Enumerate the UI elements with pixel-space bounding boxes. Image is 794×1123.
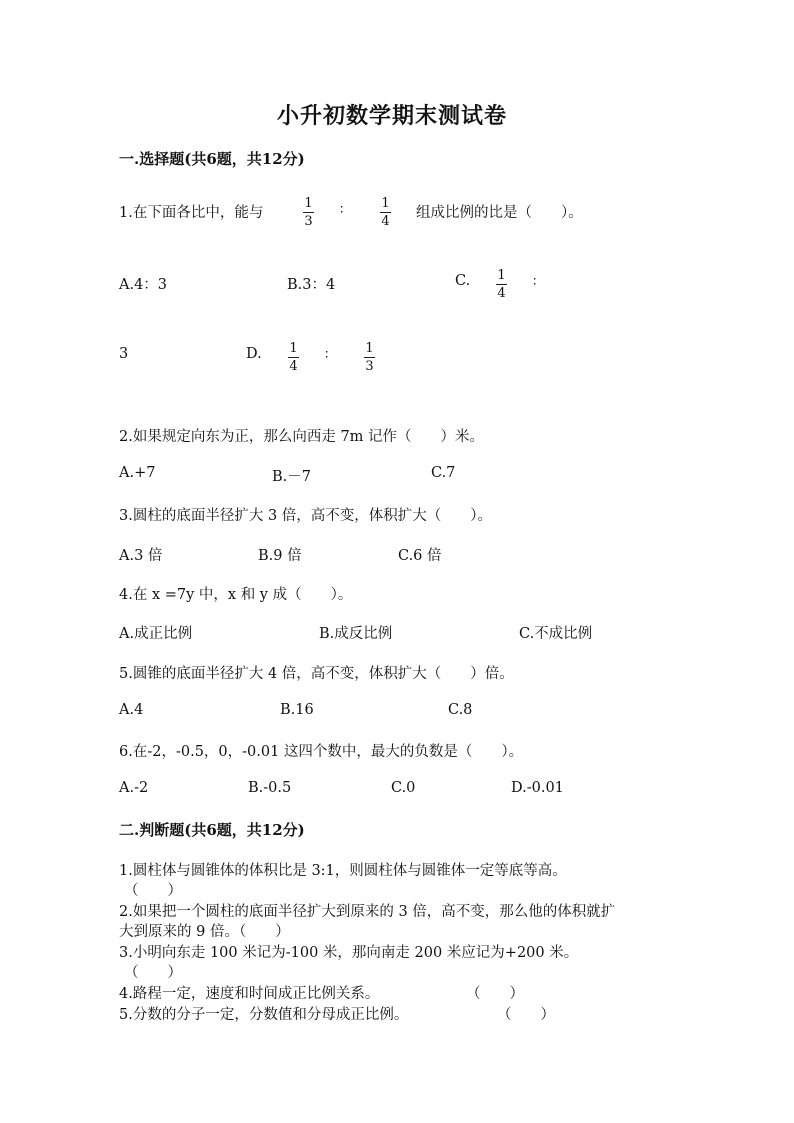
judgment-item-5: 5.分数的分子一定，分数值和分母成正比例。 xyxy=(119,1007,409,1023)
option-b[interactable]: B.-0.5 xyxy=(248,780,292,796)
option-a[interactable]: A.3 倍 xyxy=(119,548,163,564)
ratio-colon: ∶ xyxy=(533,275,537,290)
option-d-label[interactable]: D. xyxy=(246,346,262,362)
question-5: 5.圆锥的底面半径扩大 4 倍，高不变，体积扩大（ ）倍。 xyxy=(119,666,514,682)
option-b[interactable]: B.3：4 xyxy=(287,277,336,293)
question-3: 3.圆柱的底面半径扩大 3 倍，高不变，体积扩大（ ）。 xyxy=(119,508,493,524)
option-a[interactable]: A.+7 xyxy=(119,465,156,481)
option-b[interactable]: B.16 xyxy=(280,702,314,718)
fraction-bar xyxy=(496,284,507,285)
ratio-colon: ∶ xyxy=(340,203,344,218)
option-c-fraction xyxy=(496,268,507,301)
option-c-continuation: 3 xyxy=(119,346,129,362)
option-c[interactable]: C.0 xyxy=(391,780,416,796)
fraction-numerator: 1 xyxy=(365,341,374,356)
fraction-bar xyxy=(364,357,375,358)
fraction-denominator: 4 xyxy=(381,214,390,229)
question-4: 4.在 x =7y 中，x 和 y 成（ ）。 xyxy=(119,587,353,603)
option-c[interactable]: C.7 xyxy=(431,465,456,481)
question-1-fraction-b xyxy=(380,196,391,229)
fraction-denominator: 3 xyxy=(304,214,313,229)
answer-blank[interactable]: （ ） xyxy=(124,965,182,981)
fraction-denominator: 3 xyxy=(365,359,374,374)
option-b[interactable]: B.成反比例 xyxy=(319,626,393,642)
fraction-bar xyxy=(288,357,299,358)
option-c[interactable]: C.8 xyxy=(448,702,473,718)
fraction-bar xyxy=(303,212,314,213)
judgment-item-2-continued[interactable]: 大到原来的 9 倍。（ ） xyxy=(119,924,290,940)
option-a[interactable]: A.-2 xyxy=(119,780,149,796)
fraction-numerator: 1 xyxy=(289,341,298,356)
option-a[interactable]: A.成正比例 xyxy=(119,626,193,642)
section-heading-choice: 一.选择题(共6题，共12分) xyxy=(119,150,305,168)
fraction-bar xyxy=(380,212,391,213)
judgment-item-3: 3.小明向东走 100 米记为-100 米，那向南走 200 米应记为+200 米。 xyxy=(119,945,579,961)
option-b[interactable]: B.9 倍 xyxy=(258,548,302,564)
option-d[interactable]: D.-0.01 xyxy=(511,780,564,796)
option-d-fraction-1 xyxy=(288,341,299,374)
option-b[interactable]: B.－7 xyxy=(272,469,311,485)
question-1-fraction-a xyxy=(303,196,314,229)
option-d-fraction-2 xyxy=(364,341,375,374)
judgment-item-1: 1.圆柱体与圆锥体的体积比是 3:1，则圆柱体与圆锥体一定等底等高。 xyxy=(119,863,567,879)
fraction-denominator: 4 xyxy=(497,286,506,301)
question-2: 2.如果规定向东为正，那么向西走 7m 记作（ ）米。 xyxy=(119,429,485,445)
option-a[interactable]: A.4：3 xyxy=(119,277,168,293)
ratio-colon: ∶ xyxy=(325,348,329,363)
option-c[interactable]: C.不成比例 xyxy=(519,626,593,642)
answer-blank[interactable]: （ ） xyxy=(497,1007,555,1023)
option-c-label[interactable]: C. xyxy=(455,273,471,289)
judgment-item-4: 4.路程一定，速度和时间成正比例关系。 xyxy=(119,986,380,1002)
question-1-prefix: 1.在下面各比中，能与 xyxy=(119,205,264,221)
question-6: 6.在-2，-0.5，0，-0.01 这四个数中，最大的负数是（ ）。 xyxy=(119,744,524,760)
answer-blank[interactable]: （ ） xyxy=(466,986,524,1002)
fraction-denominator: 4 xyxy=(289,359,298,374)
section-heading-judgment: 二.判断题(共6题，共12分) xyxy=(119,821,305,839)
fraction-numerator: 1 xyxy=(381,196,390,211)
fraction-numerator: 1 xyxy=(497,268,506,283)
answer-blank[interactable]: （ ） xyxy=(124,883,182,899)
judgment-item-2: 2.如果把一个圆柱的底面半径扩大到原来的 3 倍，高不变，那么他的体积就扩 xyxy=(119,904,616,920)
fraction-numerator: 1 xyxy=(304,196,313,211)
option-c[interactable]: C.6 倍 xyxy=(398,548,442,564)
option-a[interactable]: A.4 xyxy=(119,702,144,718)
question-1-suffix: 组成比例的比是（ ）。 xyxy=(416,205,583,221)
page-title: 小升初数学期末测试卷 xyxy=(277,103,508,129)
